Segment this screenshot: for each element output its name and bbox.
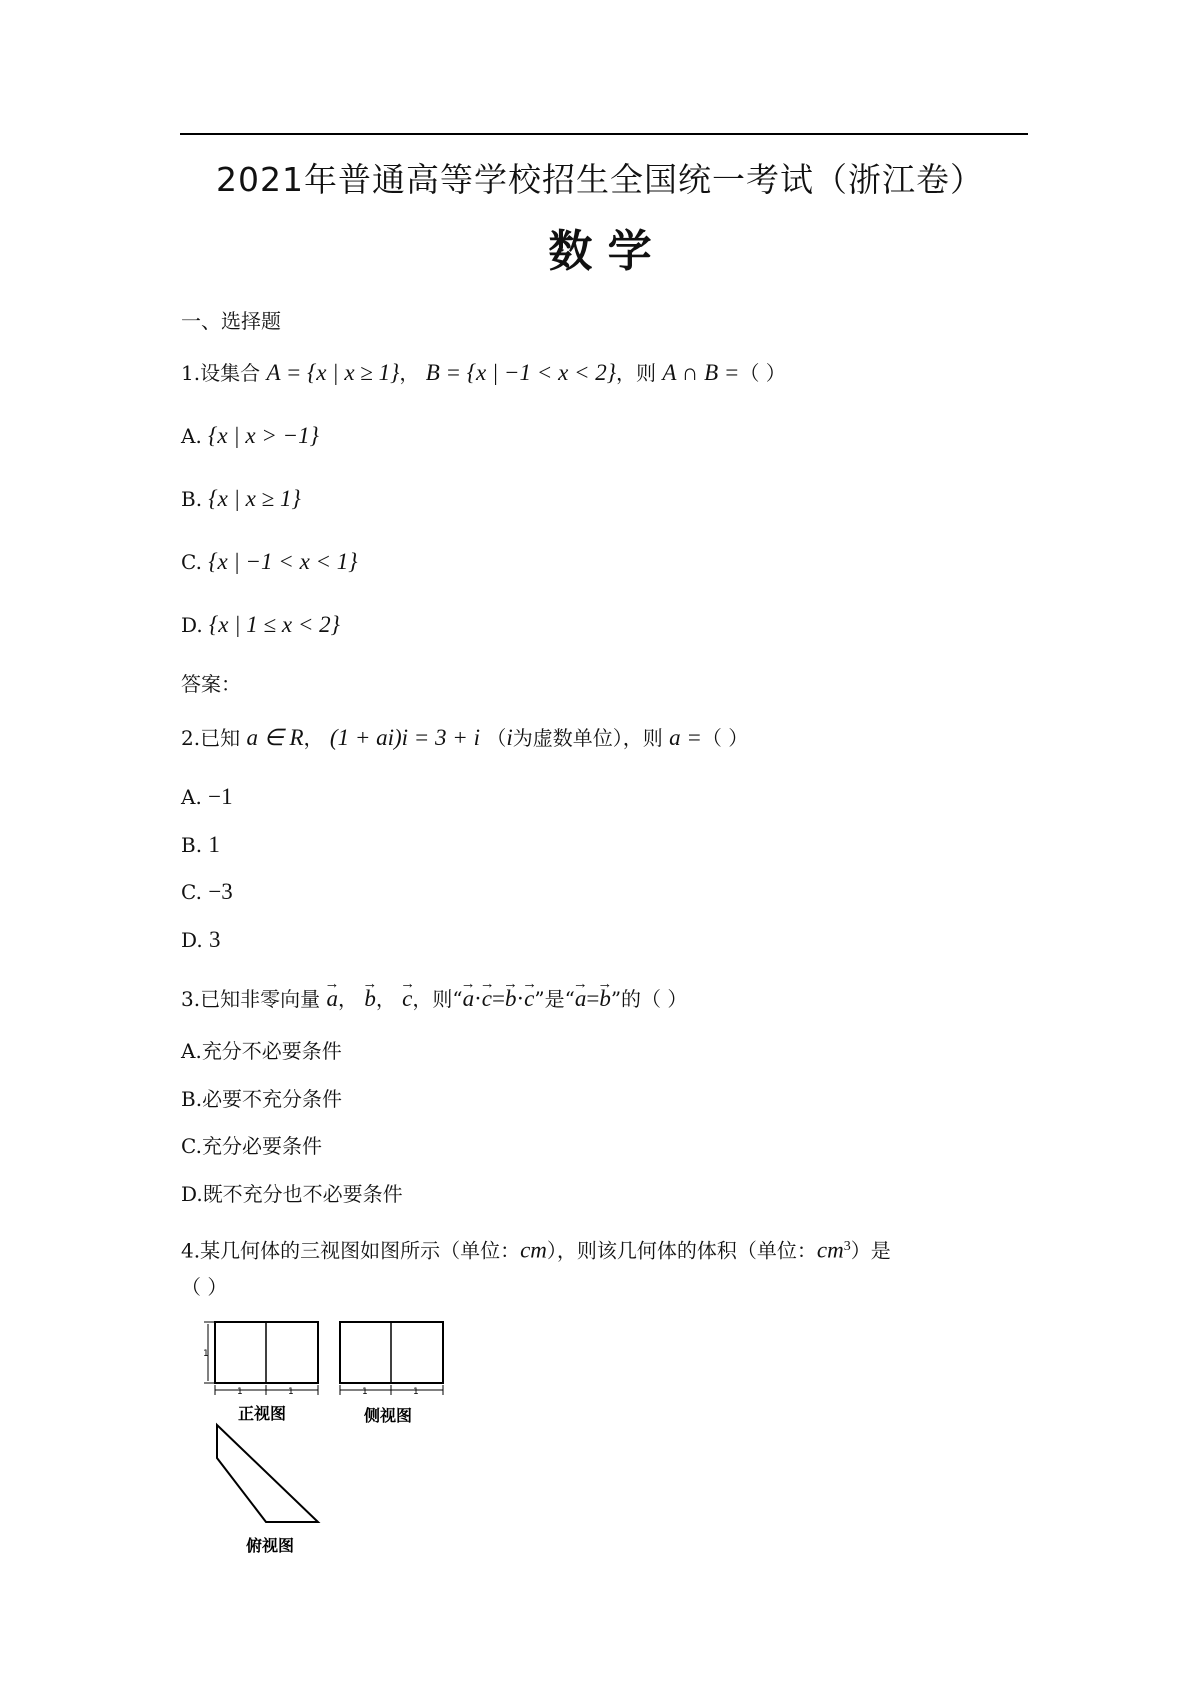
side-view-label: 侧视图 [364,1406,413,1425]
q4-exponent: 3 [843,1239,851,1254]
option-value: {x | x ≥ 1} [208,486,301,511]
q1-option-b [181,484,301,514]
question-1 [181,358,786,388]
q2-sep: ， [303,726,324,750]
vector-b: → b [599,984,611,1014]
q2-option-b [181,830,220,860]
option-letter: C. [181,1134,202,1158]
vector-b: → b [505,984,517,1014]
q2-option-a [181,782,233,812]
q3-text-3: ”是“ [534,987,575,1011]
dot-operator: · [474,986,482,1011]
q3-comma: ， [375,987,396,1011]
q2-paren: （ ） [701,726,749,750]
q2-condition: a ∈ R [246,725,304,750]
q2-option-d [181,925,221,955]
q2-number: 2. [181,726,201,750]
vector-a: → a [463,984,475,1014]
front-view-label: 正视图 [238,1404,287,1423]
q3-number: 3. [181,987,201,1011]
dim-label: 1 [237,1387,243,1397]
q2-text: 已知 [200,726,241,750]
option-letter: B. [181,833,203,857]
top-view [217,1425,318,1555]
option-letter: C. [181,880,202,904]
front-view [203,1322,318,1423]
q3-option-a [181,1036,342,1066]
side-view [340,1322,443,1425]
option-value: 充分必要条件 [201,1134,322,1158]
q1-set-b: B = {x | −1 < x < 2} [425,360,617,385]
option-value: {x | 1 ≤ x < 2} [209,612,340,637]
q1-answer-label: 答案： [181,672,241,696]
q1-expr: A ∩ B = [662,360,740,385]
option-letter: D. [181,1182,203,1206]
option-value: −3 [208,879,233,904]
q1-text-2: ，则 [616,361,657,385]
option-value: 既不充分也不必要条件 [202,1182,403,1206]
question-2 [181,723,748,753]
equals-sign: = [586,986,600,1011]
vector-c: → c [402,984,412,1014]
q3-option-d [181,1179,403,1209]
q4-unit-cubic: cm [816,1237,844,1263]
option-letter: C. [181,550,202,574]
option-letter: D. [181,928,203,952]
q3-text-2: ，则“ [412,987,463,1011]
dim-label: 1 [413,1387,419,1397]
q1-set-a: A = {x | x ≥ 1} [266,360,400,385]
q1-option-a [181,421,319,451]
q3-option-c [181,1131,322,1161]
q2-a-equals: a = [669,725,702,750]
question-3 [181,984,687,1014]
q3-option-b [181,1084,342,1114]
option-letter: B. [181,487,203,511]
vector-a: → a [326,984,338,1014]
option-letter: D. [181,613,203,637]
q3-comma: ， [337,987,358,1011]
option-value: 充分不必要条件 [201,1039,342,1063]
q1-sep: ， [399,361,420,385]
q4-text: 某几何体的三视图如图所示（单位： [200,1238,521,1263]
q2-equation: (1 + ai)i = 3 + i [329,725,480,750]
q4-text-3: ）是 [850,1238,891,1263]
option-letter: A. [181,1039,202,1063]
vector-b: → b [364,984,376,1014]
dim-label: 1 [203,1349,209,1359]
q2-note-open: （ [486,726,507,750]
option-value: {x | x > −1} [208,423,319,448]
equals-sign: = [492,986,505,1011]
option-value: 3 [209,927,221,952]
q1-option-c [181,547,358,577]
dim-label: 1 [362,1387,368,1397]
q3-text-4: ”的（ ） [610,987,688,1011]
q2-option-c [181,877,233,907]
option-letter: A. [181,424,202,448]
top-view-label: 俯视图 [246,1536,295,1555]
q3-text: 已知非零向量 [200,987,321,1011]
q4-number: 4. [181,1238,201,1263]
option-value: 1 [208,832,220,857]
option-letter: B. [181,1087,203,1111]
option-value: {x | −1 < x < 1} [208,549,358,574]
q4-text-2: ），则该几何体的体积（单位： [546,1238,817,1263]
q1-option-d [181,610,340,640]
three-view-figure [190,1310,470,1560]
q2-note-i: i [506,725,513,750]
vector-a: → a [575,984,587,1014]
dim-label: 1 [288,1387,294,1397]
vector-c: → c [482,984,492,1014]
q4-unit: cm [520,1237,547,1263]
question-4 [181,1232,891,1266]
q1-number: 1. [181,361,201,385]
vector-c: → c [524,984,534,1014]
top-rule [180,133,1028,135]
option-letter: A. [181,785,202,809]
dot-operator: · [516,986,525,1011]
q4-paren: （ ） [181,1275,228,1299]
option-value: −1 [208,784,233,809]
section-label: 一、选择题 [181,309,281,333]
q2-note-text: 为虚数单位），则 [512,726,663,750]
q1-text: 设集合 [200,361,261,385]
exam-title: 2021年普通高等学校招生全国统一考试（浙江卷） [216,160,984,199]
q1-paren: （ ） [739,361,786,385]
subject-title: 数 学 [548,226,652,277]
option-value: 必要不充分条件 [202,1087,343,1111]
